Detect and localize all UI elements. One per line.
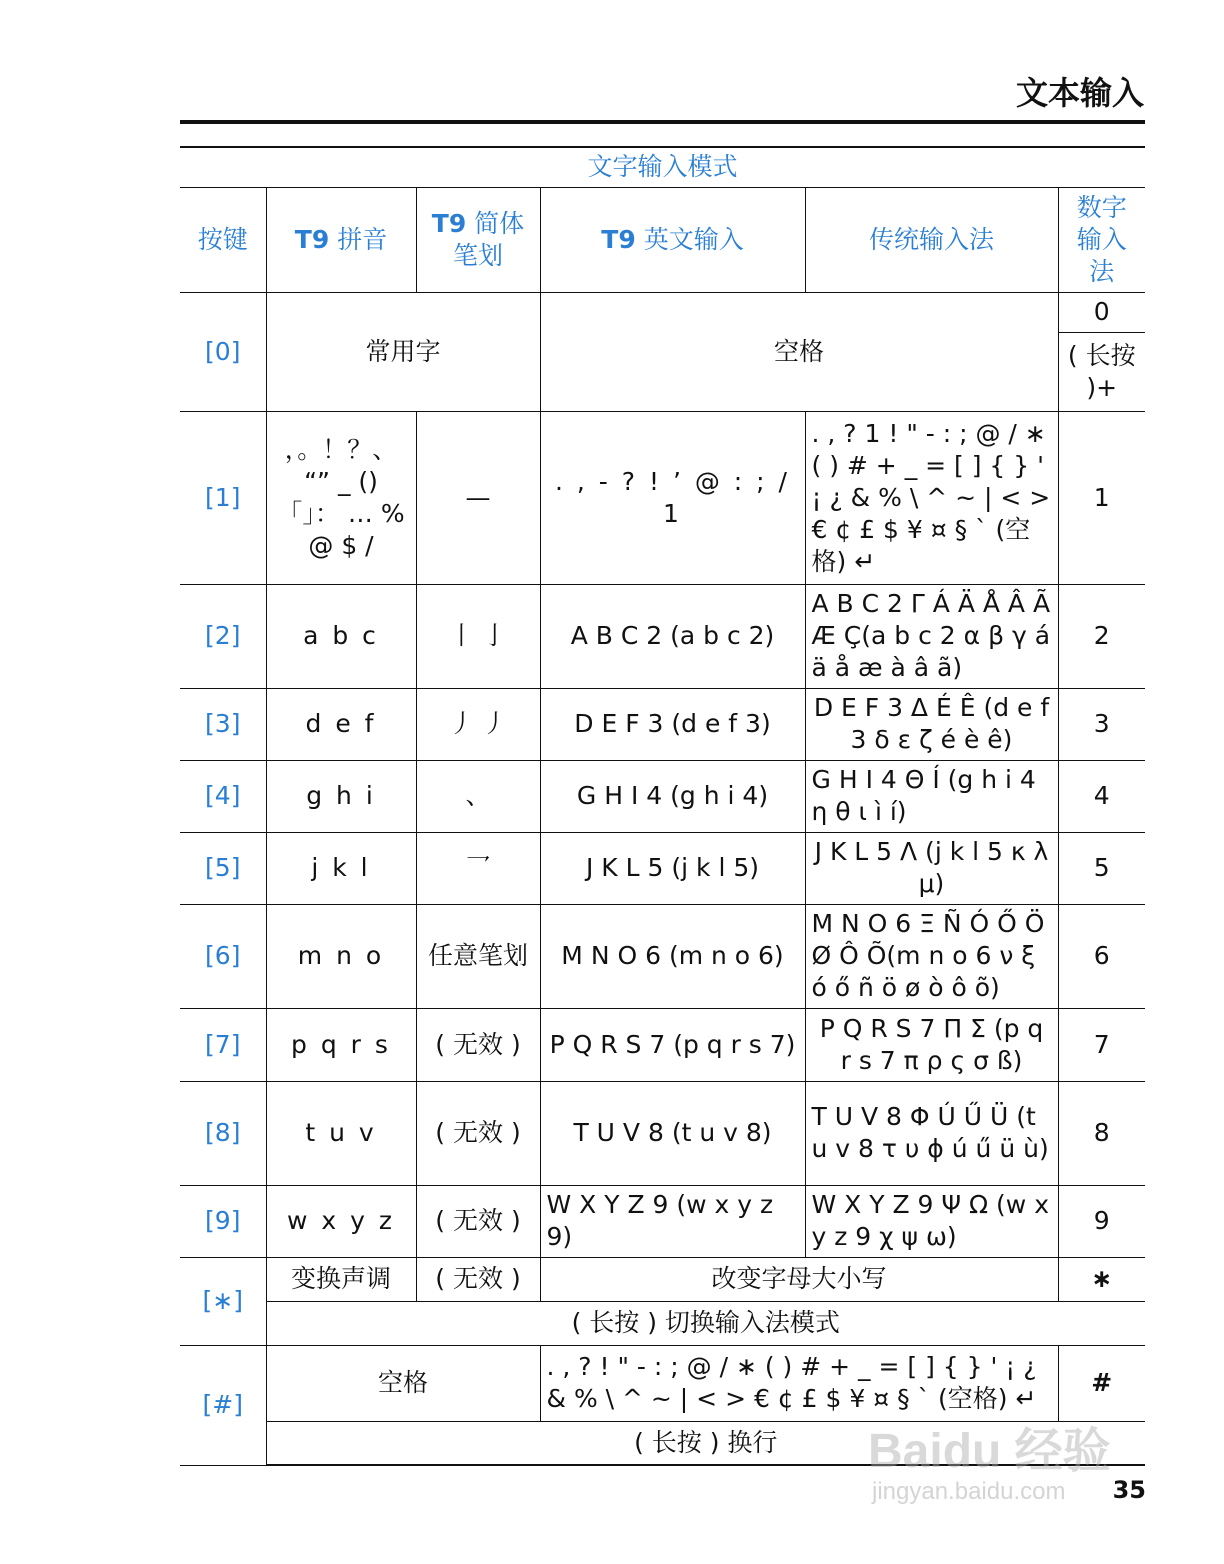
cell-5-traditional: J K L 5 Λ (j k l 5 κ λ μ) bbox=[805, 832, 1058, 904]
watermark-url: jingyan.baidu.com bbox=[872, 1478, 1066, 1505]
cell-3-numeric: 3 bbox=[1058, 688, 1145, 760]
cell-1-numeric: 1 bbox=[1058, 411, 1145, 584]
header-rule bbox=[180, 120, 1145, 124]
cell-2-numeric: 2 bbox=[1058, 584, 1145, 688]
page-number: 35 bbox=[1112, 1476, 1146, 1504]
cell-9-stroke: ( 无效 ) bbox=[416, 1185, 540, 1257]
cell-3-stroke: 丿 丿 bbox=[416, 688, 540, 760]
col-header-t9-english bbox=[540, 187, 805, 292]
cell-0-numeric-bottom: ( 长按 )+ bbox=[1058, 332, 1145, 411]
cell-2-traditional: A B C 2 Γ Á Ä Å Â Ã Æ Ç(a b c 2 α β γ á ä å æ à â ã) bbox=[805, 584, 1058, 688]
key-3: [3] bbox=[180, 688, 266, 760]
cell-5-english: J K L 5 (j k l 5) bbox=[540, 832, 805, 904]
col-header-text: 简体笔划 bbox=[452, 208, 525, 270]
col-header-numeric: 数字输入法 bbox=[1058, 187, 1145, 292]
mode-caption: 文字输入模式 bbox=[180, 147, 1145, 187]
cell-7-english: P Q R S 7 (p q r s 7) bbox=[540, 1008, 805, 1081]
cell-5-numeric: 5 bbox=[1058, 832, 1145, 904]
key-5: [5] bbox=[180, 832, 266, 904]
cell-8-stroke: ( 无效 ) bbox=[416, 1081, 540, 1185]
cell-6-pinyin: m n o bbox=[266, 904, 416, 1008]
cell-0-numeric-top: 0 bbox=[1058, 292, 1145, 332]
t9-label: T9 bbox=[601, 224, 636, 254]
key-9: [9] bbox=[180, 1185, 266, 1257]
cell-7-stroke: ( 无效 ) bbox=[416, 1008, 540, 1081]
cell-star-stroke: ( 无效 ) bbox=[416, 1257, 540, 1301]
key-2: [2] bbox=[180, 584, 266, 688]
cell-2-stroke: 丨 亅 bbox=[416, 584, 540, 688]
cell-3-pinyin: d e f bbox=[266, 688, 416, 760]
key-0: [0] bbox=[180, 292, 266, 411]
cell-8-traditional: T U V 8 Φ Ú Ű Ü (t u v 8 τ υ ϕ ú ű ü ù) bbox=[805, 1081, 1058, 1185]
cell-4-pinyin: g h i bbox=[266, 760, 416, 832]
cell-1-stroke: — bbox=[416, 411, 540, 584]
cell-0-pinyin-stroke: 常用字 bbox=[266, 292, 540, 411]
cell-8-english: T U V 8 (t u v 8) bbox=[540, 1081, 805, 1185]
cell-6-english: M N O 6 (m n o 6) bbox=[540, 904, 805, 1008]
cell-3-english: D E F 3 (d e f 3) bbox=[540, 688, 805, 760]
key-7: [7] bbox=[180, 1008, 266, 1081]
key-star: [∗] bbox=[180, 1257, 266, 1345]
col-header-t9-stroke bbox=[416, 187, 540, 292]
col-header-key: 按键 bbox=[180, 187, 266, 292]
cell-7-numeric: 7 bbox=[1058, 1008, 1145, 1081]
cell-5-stroke: 乛 bbox=[416, 832, 540, 904]
cell-hash-numeric: # bbox=[1058, 1345, 1145, 1421]
cell-6-numeric: 6 bbox=[1058, 904, 1145, 1008]
cell-2-english: A B C 2 (a b c 2) bbox=[540, 584, 805, 688]
cell-1-traditional: . , ? 1 ! " - : ; @ / ∗ ( ) # + _ = [ ] { } ' ¡ ¿ & % \ ^ ~ | < > € ¢ £ $ ¥ ¤ § ` (空格) ↵ bbox=[805, 411, 1058, 584]
cell-0-english-trad: 空格 bbox=[540, 292, 1058, 411]
cell-star-numeric: ∗ bbox=[1058, 1257, 1145, 1301]
cell-6-traditional: M N O 6 Ξ Ñ Ó Ő Ö Ø Ô Õ(m n o 6 ν ξ ó ő ñ ö ø ò ô õ) bbox=[805, 904, 1058, 1008]
cell-hash-english-trad: . , ? ! " - : ; @ / ∗ ( ) # + _ = [ ] { } ' ¡ ¿ & % \ ^ ~ | < > € ¢ £ $ ¥ ¤ § ` (空格) ↵ bbox=[540, 1345, 1058, 1421]
key-1: [1] bbox=[180, 411, 266, 584]
cell-star-english-trad: 改变字母大小写 bbox=[540, 1257, 1058, 1301]
cell-8-numeric: 8 bbox=[1058, 1081, 1145, 1185]
cell-4-stroke: 、 bbox=[416, 760, 540, 832]
cell-8-pinyin: t u v bbox=[266, 1081, 416, 1185]
col-header-traditional: 传统输入法 bbox=[805, 187, 1058, 292]
cell-4-numeric: 4 bbox=[1058, 760, 1145, 832]
cell-9-pinyin: w x y z bbox=[266, 1185, 416, 1257]
cell-1-english: . , - ? ! ’ @ : ; / 1 bbox=[540, 411, 805, 584]
cell-star-pinyin: 变换声调 bbox=[266, 1257, 416, 1301]
cell-5-pinyin: j k l bbox=[266, 832, 416, 904]
key-4: [4] bbox=[180, 760, 266, 832]
col-header-text: 拼音 bbox=[329, 224, 388, 254]
text-input-table bbox=[180, 146, 1145, 1466]
cell-star-long-press: ( 长按 ) 切换输入法模式 bbox=[266, 1301, 1145, 1345]
col-header-text: 英文输入 bbox=[635, 224, 744, 254]
key-6: [6] bbox=[180, 904, 266, 1008]
t9-label: T9 bbox=[431, 208, 467, 238]
key-8: [8] bbox=[180, 1081, 266, 1185]
cell-9-numeric: 9 bbox=[1058, 1185, 1145, 1257]
key-hash: [#] bbox=[180, 1345, 266, 1465]
cell-3-traditional: D E F 3 Δ É Ê (d e f 3 δ ε ζ é è ê) bbox=[805, 688, 1058, 760]
cell-7-pinyin: p q r s bbox=[266, 1008, 416, 1081]
cell-1-pinyin: ，。！？、 “” _ () 「」： … % @ $ / bbox=[266, 411, 416, 584]
col-header-t9-pinyin bbox=[266, 187, 416, 292]
cell-6-stroke: 任意笔划 bbox=[416, 904, 540, 1008]
page-header-title: 文本输入 bbox=[1015, 74, 1144, 112]
cell-hash-pinyin-stroke: 空格 bbox=[266, 1345, 540, 1421]
cell-2-pinyin: a b c bbox=[266, 584, 416, 688]
watermark-logo: Baidu 经验 bbox=[868, 1425, 1111, 1478]
cell-hash-long-press: ( 长按 ) 换行 bbox=[266, 1421, 1145, 1465]
cell-4-english: G H I 4 (g h i 4) bbox=[540, 760, 805, 832]
t9-label: T9 bbox=[294, 224, 330, 254]
cell-9-traditional: W X Y Z 9 Ψ Ω (w x y z 9 χ ψ ω) bbox=[805, 1185, 1058, 1257]
cell-7-traditional: P Q R S 7 Π Σ (p q r s 7 π ρ ς σ ß) bbox=[805, 1008, 1058, 1081]
cell-9-english: W X Y Z 9 (w x y z 9) bbox=[540, 1185, 805, 1257]
cell-4-traditional: G H I 4 Θ Í (g h i 4 η θ ι ì í) bbox=[805, 760, 1058, 832]
